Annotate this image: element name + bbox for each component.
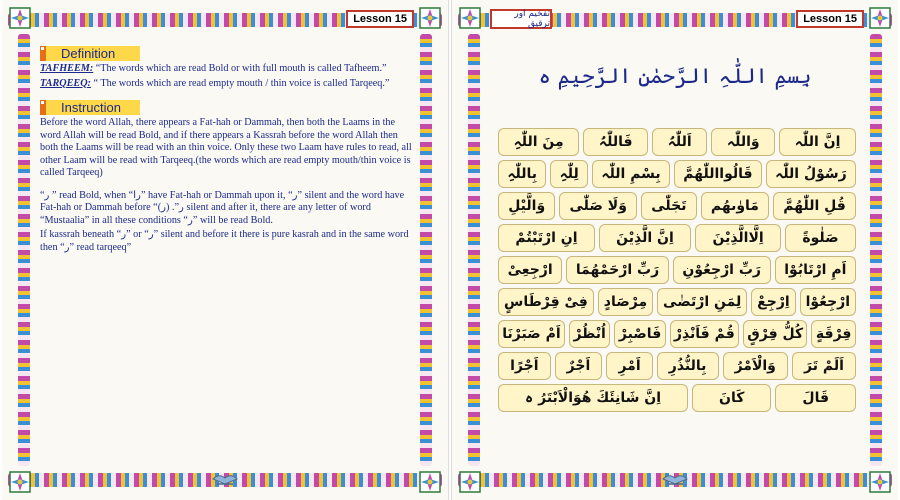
word-cell: كُلُّ فِرْقٍ [743, 320, 807, 348]
word-cell: اِنَّ اللّٰہ [779, 128, 856, 156]
word-row [498, 128, 856, 156]
word-cell: فِرْقَةٍ [811, 320, 856, 348]
word-cell: مِرْصَادٍ [598, 288, 653, 316]
heading-bullet-icon [40, 46, 46, 61]
word-row [498, 352, 856, 380]
word-cell: فَاصْبِرْ [614, 320, 665, 348]
corner-ornament-icon [8, 470, 32, 494]
word-grid [498, 128, 856, 412]
word-cell: اَمْرِ [606, 352, 652, 380]
word-cell: اَمِ ارْتَابُوْا [775, 256, 856, 284]
word-cell: بِاللّٰہِ [498, 160, 546, 188]
lesson-badge: Lesson 15 [796, 10, 864, 28]
word-cell: لِمَنِ ارْتَضٰى [657, 288, 747, 316]
word-cell: صَلٰوةً [785, 224, 856, 252]
right-page [452, 0, 898, 500]
instruction-heading-label: Instruction [61, 100, 121, 115]
word-cell: رَبِّ ارْحَمْهُمَا [566, 256, 668, 284]
corner-ornament-icon [458, 470, 482, 494]
word-cell: اِنَّ شَانِئَكَ هُوَالْاَبْتَرُ ہ [498, 384, 688, 412]
book-stand-icon [212, 472, 238, 486]
word-cell: مِنَ اللّٰہِ [498, 128, 579, 156]
word-row [498, 288, 856, 316]
bismillah-heading: بِسمِ اللّٰہِ الرَّحمٰنِ الرَّحِیمِ ہ [538, 64, 812, 88]
word-row [498, 384, 856, 412]
word-cell: فَاللّٰہُ [583, 128, 648, 156]
word-row [498, 160, 856, 188]
word-cell: قُمْ فَاَنْذِرْ [670, 320, 739, 348]
word-row [498, 320, 856, 348]
corner-ornament-icon [458, 6, 482, 30]
lesson-badge: Lesson 15 [346, 10, 414, 28]
book-stand-icon [662, 472, 688, 486]
ornamental-border-right [870, 34, 882, 466]
word-cell: تَجَلّٰى [641, 192, 697, 220]
word-cell: وَالْاَمْرُ [723, 352, 788, 380]
word-cell: وَلَا صَلّٰى [559, 192, 637, 220]
tafheem-text: “The words which are read Bold or with full mouth is called Tafheem.” [95, 63, 387, 74]
word-row [498, 192, 856, 220]
tafheem-definition [40, 63, 412, 76]
tarqeeq-definition [40, 78, 412, 91]
word-cell: رَسُوْلُ اللّٰہ [766, 160, 856, 188]
word-cell: رَبِّ ارْجِعُوْنِ [673, 256, 771, 284]
word-cell: اَمْ صَبَرْنَا [498, 320, 565, 348]
word-cell: فِىْ قِرْطَاسٍ [498, 288, 594, 316]
word-row [498, 224, 856, 252]
word-cell: اُنْظُرْ [569, 320, 611, 348]
corner-ornament-icon [418, 6, 442, 30]
corner-ornament-icon [418, 470, 442, 494]
instruction-heading [40, 100, 140, 115]
word-cell: بِسْمِ اللّٰہ [592, 160, 670, 188]
instruction-paragraph: Before the word Allah, there appears a Fat-hah or Dammah, then both the Laams in the word Allah will be read Bold, and if there appears a Kassrah before the word Allah then both the Laams will be read with an thin voice. Only these two Laam have rules to read, all other Laam will be read with Tarqeeq.(the words which are read empty mouth/thin voice is called Tarqeeq) [40, 117, 412, 178]
definition-heading-label: Definition [61, 46, 116, 61]
definition-heading [40, 46, 140, 61]
word-cell: ارْجِعُوْا [800, 288, 856, 316]
word-cell: بِالنُّذُرِ [657, 352, 719, 380]
word-cell: قَالَ [775, 384, 856, 412]
tafheem-term: TAFHEEM: [40, 63, 94, 74]
word-cell: مَاوٰىھُم [701, 192, 769, 220]
topic-title-badge: تفخیم اور ترقیق [490, 9, 552, 29]
corner-ornament-icon [868, 6, 892, 30]
ornamental-border-left [18, 34, 30, 466]
left-content [40, 46, 412, 464]
word-cell: اِلَّاالَّذِيْنَ [695, 224, 781, 252]
corner-ornament-icon [8, 6, 32, 30]
word-cell: لِلّٰہِ [550, 160, 588, 188]
word-cell: وَالَّيْلِ [498, 192, 555, 220]
word-cell: اِنِ ارْتَبْتُمْ [498, 224, 595, 252]
corner-ornament-icon [868, 470, 892, 494]
rule-bold-ra: “ر ” read Bold, when “را” have Fat-hah or Dammah upon it, “ر” silent and the word have Fat-hah or Dammah before “ر”. (ر) silent and after it, there are any letter of word “Mustaalia” in all these conditions “ر” will be read Bold. [40, 189, 405, 226]
rule-tarqeeq-ra: If kassrah beneath “ر” or “ر” silent and before it there is pure kasrah and in the same word then “ر” read tarqeeq” [40, 229, 409, 253]
word-cell: اَللّٰہُ [652, 128, 707, 156]
word-cell: وَاللّٰہ [711, 128, 775, 156]
left-page [2, 0, 448, 500]
word-cell: اَلَمْ تَرَ [792, 352, 856, 380]
tarqeeq-term: TARQEEQ: [40, 77, 91, 89]
word-cell: اَجْرًا [498, 352, 551, 380]
ornamental-border-left [468, 34, 480, 466]
heading-bullet-icon [40, 100, 46, 115]
word-cell: اِنَّ الَّذِيْنَ [599, 224, 691, 252]
word-cell: قَالُوااللّٰھُمَّ [674, 160, 762, 188]
tarqeeq-text: “ The words which are read empty mouth / thin voice is called Tarqeeq.” [93, 77, 390, 89]
word-cell: اِرْجِعْ [751, 288, 795, 316]
word-cell: كَانَ [692, 384, 771, 412]
ornamental-border-right [420, 34, 432, 466]
word-cell: ارْجِعِىْ [498, 256, 562, 284]
word-row [498, 256, 856, 284]
word-cell: اَجْرٌ [555, 352, 603, 380]
word-cell: قُلِ اللّٰھُمَّ [773, 192, 856, 220]
